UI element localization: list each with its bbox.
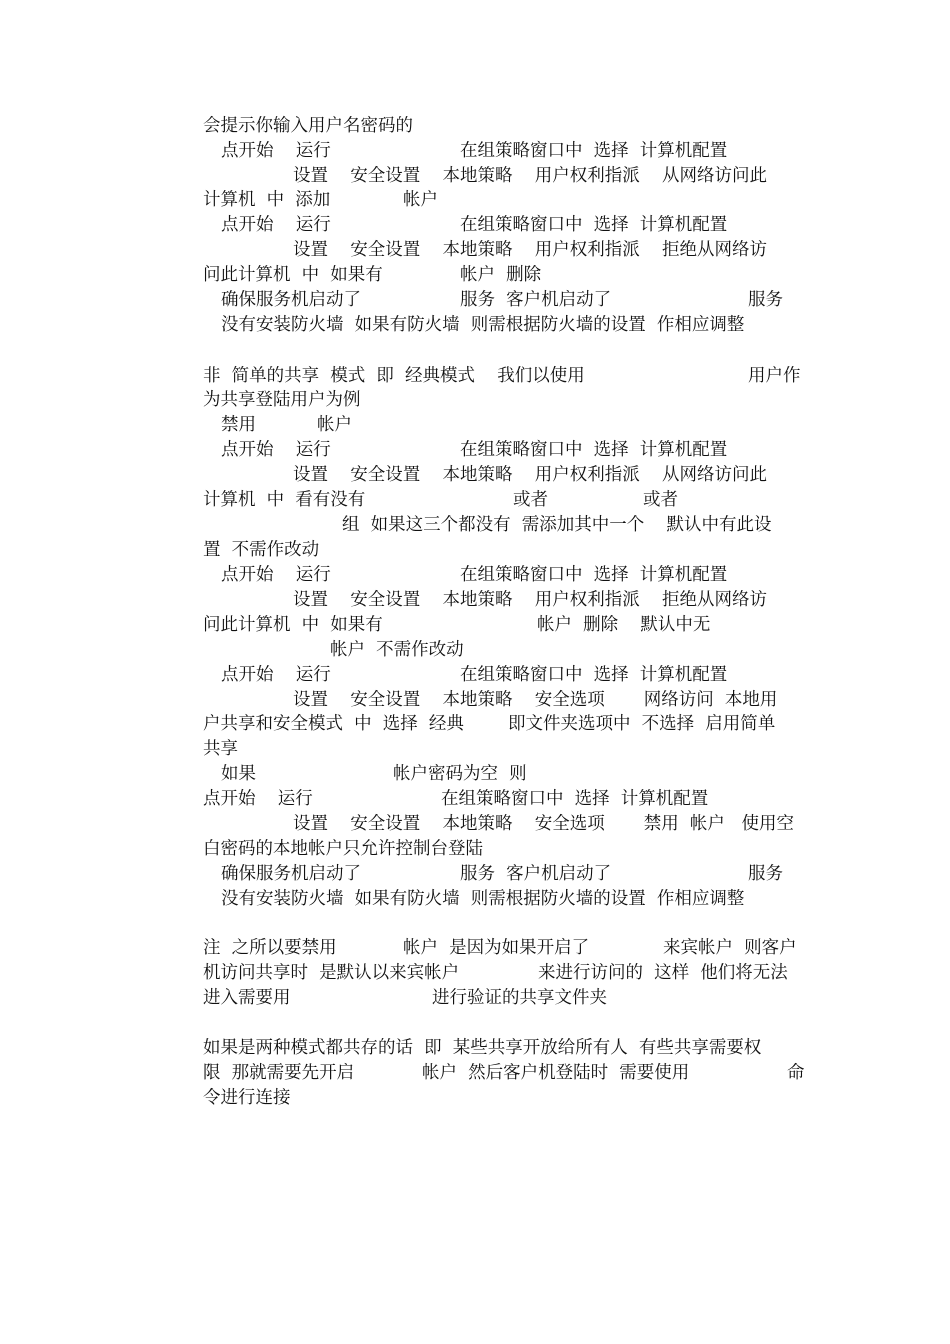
text-line: 机访问共享时 是默认以来宾帐户 [203,963,460,983]
text-line: 确保服务机启动了 [221,864,361,884]
text-line: 在组策略窗口中 选择 计算机配置 [460,215,728,235]
text-line: 设置 安全设置 本地策略 用户权利指派 拒绝从网络访 [293,240,768,260]
text-line: 进入需要用 [203,988,291,1008]
text-line: 服务 [748,290,783,310]
text-line: 来宾帐户 则客户 [663,938,797,958]
text-line: 计算机 中 添加 [203,190,331,210]
text-line: 在组策略窗口中 选择 计算机配置 [460,440,728,460]
text-line: 帐户 不需作改动 [330,640,464,660]
text-line: 在组策略窗口中 选择 计算机配置 [441,789,709,809]
text-line: 帐户 [317,415,352,435]
text-line: 设置 安全设置 本地策略 用户权利指派 拒绝从网络访 [293,590,768,610]
text-line: 帐户密码为空 则 [393,764,527,784]
text-line: 帐户 [403,190,438,210]
text-line: 点开始 运行 [221,440,331,460]
text-line: 在组策略窗口中 选择 计算机配置 [460,665,728,685]
text-line: 为共享登陆用户为例 [203,390,361,410]
text-line: 点开始 运行 [221,141,331,161]
text-line: 即文件夹选项中 不选择 启用简单 [508,714,776,734]
text-line: 禁用 [221,415,256,435]
text-line: 非 简单的共享 模式 即 经典模式 我们以使用 [203,366,585,386]
text-line: 如果 [221,764,256,784]
text-line: 确保服务机启动了 [221,290,361,310]
text-line: 令进行连接 [203,1088,291,1108]
text-line: 帐户 删除 默认中无 [537,615,711,635]
text-line: 问此计算机 中 如果有 [203,265,383,285]
text-line: 命 [787,1063,805,1083]
text-line: 服务 [748,864,783,884]
text-line: 在组策略窗口中 选择 计算机配置 [460,565,728,585]
text-line: 或者 [513,490,548,510]
text-line: 或者 [643,490,678,510]
text-line: 用户作 [748,366,801,386]
text-line: 设置 安全设置 本地策略 安全选项 禁用 帐户 使用空 [293,814,795,834]
text-line: 没有安装防火墙 如果有防火墙 则需根据防火墙的设置 作相应调整 [221,889,745,909]
text-line: 帐户 然后客户机登陆时 需要使用 [422,1063,690,1083]
text-line: 来进行访问的 这样 他们将无法 [538,963,788,983]
text-line: 服务 客户机启动了 [460,290,612,310]
text-line: 没有安装防火墙 如果有防火墙 则需根据防火墙的设置 作相应调整 [221,315,745,335]
text-line: 进行验证的共享文件夹 [432,988,607,1008]
text-line: 设置 安全设置 本地策略 用户权利指派 从网络访问此 [293,465,768,485]
text-line: 问此计算机 中 如果有 [203,615,383,635]
text-line: 注 之所以要禁用 [203,938,337,958]
text-line: 点开始 运行 [221,665,331,685]
text-line: 点开始 运行 [203,789,313,809]
text-line: 白密码的本地帐户只允许控制台登陆 [203,839,483,859]
text-line: 点开始 运行 [221,565,331,585]
text-line: 限 那就需要先开启 [203,1063,355,1083]
text-line: 设置 安全设置 本地策略 用户权利指派 从网络访问此 [293,166,768,186]
text-line: 共享 [203,739,238,759]
text-line: 点开始 运行 [221,215,331,235]
text-line: 如果是两种模式都共存的话 即 某些共享开放给所有人 有些共享需要权 [203,1038,762,1058]
text-line: 组 如果这三个都没有 需添加其中一个 默认中有此设 [342,515,772,535]
text-line: 户共享和安全模式 中 选择 经典 [203,714,464,734]
text-line: 帐户 是因为如果开启了 [403,938,590,958]
text-line: 在组策略窗口中 选择 计算机配置 [460,141,728,161]
text-line: 计算机 中 看有没有 [203,490,366,510]
text-line: 服务 客户机启动了 [460,864,612,884]
text-line: 帐户 删除 [460,265,542,285]
text-line: 置 不需作改动 [203,540,320,560]
text-line: 会提示你输入用户名密码的 [203,116,413,136]
text-line: 设置 安全设置 本地策略 安全选项 网络访问 本地用 [293,690,778,710]
